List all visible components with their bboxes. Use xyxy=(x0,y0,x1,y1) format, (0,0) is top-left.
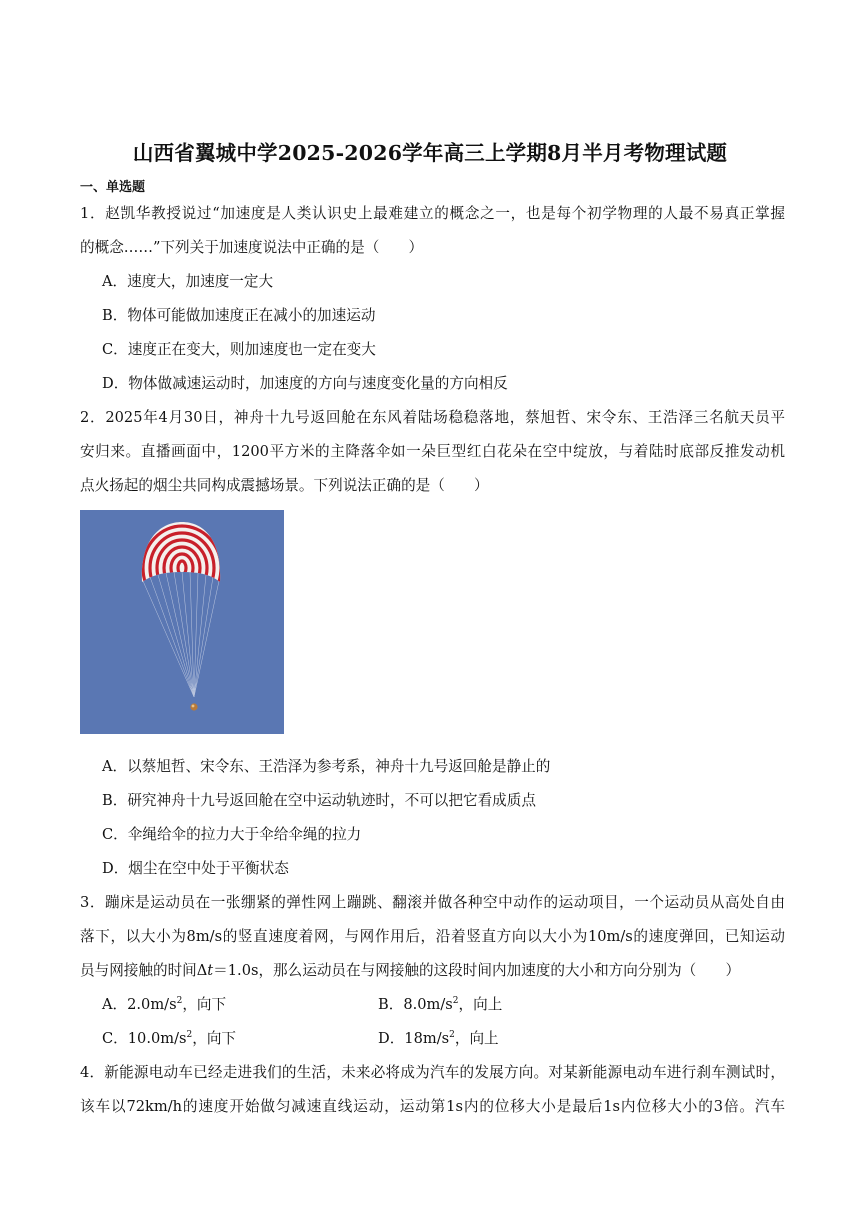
q3-stem-var: t xyxy=(207,962,214,979)
parachute-photo xyxy=(80,510,284,734)
q4-stem-line-2: 该车以72km/h的速度开始做匀减速直线运动，运动第1s内的位移大小是最后1s内位移大小的3倍。汽车 xyxy=(80,1098,785,1115)
q3-stem-pre: 员与网接触的时间Δ xyxy=(80,962,208,979)
q3-option-d-value: D．18m/s xyxy=(378,1030,450,1047)
page-title: 山西省翼城中学2025-2026学年高三上学期8月半月考物理试题 xyxy=(132,141,728,165)
q3-option-c xyxy=(102,1027,236,1048)
q3-stem-line-3 xyxy=(80,959,785,980)
q2-stem-line-3: 点火扬起的烟尘共同构成震撼场景。下列说法正确的是（ ） xyxy=(80,477,489,494)
q3-option-c-exp: 2 xyxy=(186,1030,193,1041)
q1-option-d: D．物体做减速运动时，加速度的方向与速度变化量的方向相反 xyxy=(102,375,508,392)
q2-option-a: A．以蔡旭哲、宋令东、王浩泽为参考系，神舟十九号返回舱是静止的 xyxy=(102,758,551,775)
q2-stem-line-2: 安归来。直播画面中，1200平方米的主降落伞如一朵巨型红白花朵在空中绽放，与着陆时底部反推发动机 xyxy=(80,443,785,460)
q3-option-b-dir: ，向上 xyxy=(458,996,503,1013)
q1-stem-line-2: 的概念……”下列关于加速度说法中正确的是（ ） xyxy=(80,239,424,256)
q1-option-c: C．速度正在变大，则加速度也一定在变大 xyxy=(102,341,376,358)
q3-stem-line-1: 3．蹦床是运动员在一张绷紧的弹性网上蹦跳、翻滚并做各种空中动作的运动项目，一个运动员从高处自由 xyxy=(80,894,785,911)
section-heading: 一、单选题 xyxy=(80,180,146,195)
q3-option-b xyxy=(378,993,502,1014)
q3-option-a xyxy=(102,993,226,1014)
q2-option-c: C．伞绳给伞的拉力大于伞给伞绳的拉力 xyxy=(102,826,362,843)
q2-option-d: D．烟尘在空中处于平衡状态 xyxy=(102,860,289,877)
q3-stem-post: ＝1.0s，那么运动员在与网接触的这段时间内加速度的大小和方向分别为（ ） xyxy=(213,962,741,979)
q3-stem-line-2: 落下，以大小为8m/s的竖直速度着网，与网作用后，沿着竖直方向以大小为10m/s的速度弹回，已知运动 xyxy=(80,928,785,945)
q3-option-c-value: C．10.0m/s xyxy=(102,1030,187,1047)
q1-stem-line-1: 1．赵凯华教授说过“加速度是人类认识史上最难建立的概念之一，也是每个初学物理的人最不易真正掌握 xyxy=(80,205,785,222)
q3-option-c-dir: ，向下 xyxy=(192,1030,237,1047)
q3-option-a-dir: ，向下 xyxy=(182,996,227,1013)
q3-option-d-dir: ，向上 xyxy=(454,1030,499,1047)
q2-option-b: B．研究神舟十九号返回舱在空中运动轨迹时，不可以把它看成质点 xyxy=(102,792,536,809)
q3-option-b-exp: 2 xyxy=(452,996,459,1007)
return-capsule xyxy=(190,703,197,710)
q3-option-d-exp: 2 xyxy=(449,1030,455,1041)
q3-option-b-value: B．8.0m/s xyxy=(378,996,453,1013)
q3-option-a-exp: 2 xyxy=(176,996,183,1007)
q3-option-d xyxy=(378,1027,499,1048)
q1-option-a: A．速度大，加速度一定大 xyxy=(102,273,274,290)
q4-stem-line-1: 4．新能源电动车已经走进我们的生活，未来必将成为汽车的发展方向。对某新能源电动车进行刹车测试时， xyxy=(80,1064,785,1081)
q3-option-a-value: A．2.0m/s xyxy=(102,996,177,1013)
q1-option-b: B．物体可能做加速度正在减小的加速运动 xyxy=(102,307,376,324)
q2-stem-line-1: 2．2025年4月30日，神舟十九号返回舱在东风着陆场稳稳落地，蔡旭哲、宋令东、王浩泽三名航天员平 xyxy=(80,409,785,426)
